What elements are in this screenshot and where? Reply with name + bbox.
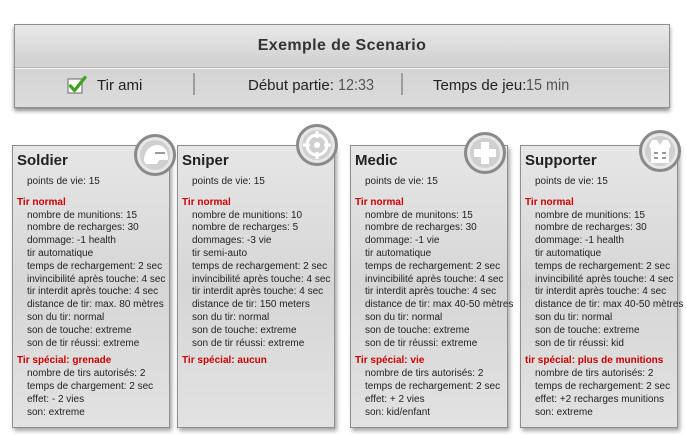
- card-body: [355, 176, 514, 419]
- stat-line: nombre de recharges: 30: [365, 222, 477, 234]
- stat-line: son de touche: extreme: [535, 324, 640, 336]
- normal-fire-heading: Tir normal: [355, 196, 404, 208]
- stat-line: dommage: -1 health: [535, 235, 624, 247]
- stat-line: tir semi-auto: [192, 247, 248, 259]
- header-divider: [15, 67, 669, 68]
- stat-line: nombre de munitons: 15: [365, 209, 473, 221]
- stat-line: nombre de recharges: 30: [535, 222, 647, 234]
- stat-line: temps de chargement: 2 sec: [27, 380, 154, 392]
- stat-line: distance de tir: max 40-50 mètres: [535, 299, 684, 311]
- stat-line: tir automatique: [535, 247, 602, 259]
- stat-line: son de touche: extreme: [27, 324, 132, 336]
- stat-line: dommages: -3 vie: [192, 235, 272, 247]
- stat-line: nombre de tirs autorisés: 2: [365, 368, 484, 380]
- stat-line: effet: +2 recharges munitions: [535, 393, 665, 405]
- stat-line: son de tir réussi: extreme: [365, 337, 478, 349]
- card-body: [525, 176, 684, 419]
- helmet-icon: [134, 134, 176, 176]
- start-label: Début partie:: [248, 77, 334, 94]
- game-duration: [433, 75, 574, 99]
- start-value: 12:33: [338, 77, 375, 94]
- health-points: points de vie: 15: [192, 176, 265, 187]
- vest-icon: [639, 130, 681, 172]
- normal-fire-heading: Tir normal: [17, 196, 66, 208]
- stat-line: tir automatique: [365, 247, 432, 259]
- stat-line: temps de rechargement: 2 sec: [535, 260, 671, 272]
- stat-line: nombre de munitions: 10: [192, 209, 303, 221]
- scenario-title: Exemple de Scenario: [257, 37, 427, 54]
- special-fire-heading: tir spécial: plus de munitions: [525, 355, 664, 367]
- stat-line: temps de rechargement: 2 sec: [365, 380, 501, 392]
- stat-line: son de tir réussi: extreme: [192, 337, 305, 349]
- checkmark-icon[interactable]: [67, 75, 87, 95]
- stat-line: temps de rechargement: 2 sec: [365, 260, 501, 272]
- stat-line: son: extreme: [27, 406, 85, 418]
- stat-line: invincibilité après touche: 4 sec: [365, 273, 504, 285]
- normal-fire-heading: Tir normal: [182, 196, 231, 208]
- card-title: Sniper: [182, 152, 229, 169]
- stat-line: temps de rechargement: 2 sec: [192, 260, 328, 272]
- stat-line: invincibilité après touche: 4 sec: [535, 273, 674, 285]
- health-points: points de vie: 15: [27, 176, 100, 187]
- class-card-medic: [350, 145, 514, 428]
- stat-line: dommage: -1 vie: [365, 235, 440, 247]
- stat-line: son de touche: extreme: [192, 324, 297, 336]
- stat-line: distance de tir: 150 meters: [192, 299, 310, 311]
- card-title: Medic: [355, 152, 398, 169]
- stat-line: nombre de tirs autorisés: 2: [27, 368, 146, 380]
- header-separator: [193, 73, 195, 95]
- stat-line: nombre de munitions: 15: [27, 209, 138, 221]
- class-card-soldier: [12, 145, 170, 428]
- stat-line: distance de tir: max. 80 mètres: [27, 299, 164, 311]
- stat-line: invincibilité après touche: 4 sec: [27, 273, 166, 285]
- stat-line: son de tir réussi: extreme: [27, 337, 140, 349]
- stat-line: tir interdit après touche: 4 sec: [365, 286, 497, 298]
- class-card-supporter: [520, 145, 684, 428]
- stat-line: nombre de recharges: 30: [27, 222, 139, 234]
- duration-label: Temps de jeu:: [433, 77, 527, 94]
- header-separator: [401, 73, 403, 95]
- stat-line: tir automatique: [27, 247, 94, 259]
- stat-line: tir interdit après touche: 4 sec: [535, 286, 667, 298]
- health-points: points de vie: 15: [365, 176, 438, 187]
- health-points: points de vie: 15: [535, 176, 608, 187]
- card-body: [182, 176, 332, 368]
- special-fire-heading: Tir spécial: aucun: [182, 355, 267, 367]
- card-title: Soldier: [17, 152, 68, 169]
- special-fire-heading: Tir spécial: vie: [355, 355, 425, 367]
- card-title: Supporter: [525, 152, 597, 169]
- stat-line: son: extreme: [535, 406, 593, 418]
- stat-line: son du tir: normal: [27, 311, 105, 323]
- stat-line: effet: + 2 vies: [365, 393, 425, 405]
- stat-line: son du tir: normal: [192, 311, 270, 323]
- stat-line: invincibilité après touche: 4 sec: [192, 273, 331, 285]
- start-time: [248, 75, 378, 99]
- normal-fire-heading: Tir normal: [525, 196, 574, 208]
- stat-line: temps de rechargement: 2 sec: [535, 380, 671, 392]
- stat-line: effet: - 2 vies: [27, 393, 85, 405]
- stat-line: son de tir réussi: kid: [535, 337, 624, 349]
- crosshair-icon: [296, 124, 338, 166]
- stat-line: son: kid/enfant: [365, 406, 431, 418]
- stat-line: son du tir: normal: [535, 311, 613, 323]
- stat-line: nombre de recharges: 5: [192, 222, 299, 234]
- stat-line: tir interdit après touche: 4 sec: [192, 286, 324, 298]
- stat-line: nombre de munitions: 15: [535, 209, 646, 221]
- stat-line: dommage: -1 health: [27, 235, 116, 247]
- stat-line: son du tir: normal: [365, 311, 443, 323]
- stat-line: temps de rechargement: 2 sec: [27, 260, 163, 272]
- scenario-header: [14, 24, 670, 108]
- friendly-fire-label[interactable]: Tir ami: [97, 77, 143, 94]
- stat-line: son de touche: extreme: [365, 324, 470, 336]
- card-body: [17, 176, 167, 419]
- special-fire-heading: Tir spécial: grenade: [17, 355, 112, 367]
- duration-value: 15 min: [526, 77, 570, 94]
- stat-line: tir interdit après touche: 4 sec: [27, 286, 159, 298]
- medical-cross-icon: [464, 132, 506, 174]
- stat-line: nombre de tirs autorisés: 2: [535, 368, 654, 380]
- class-card-sniper: [177, 145, 335, 428]
- stat-line: distance de tir: max 40-50 mètres: [365, 299, 514, 311]
